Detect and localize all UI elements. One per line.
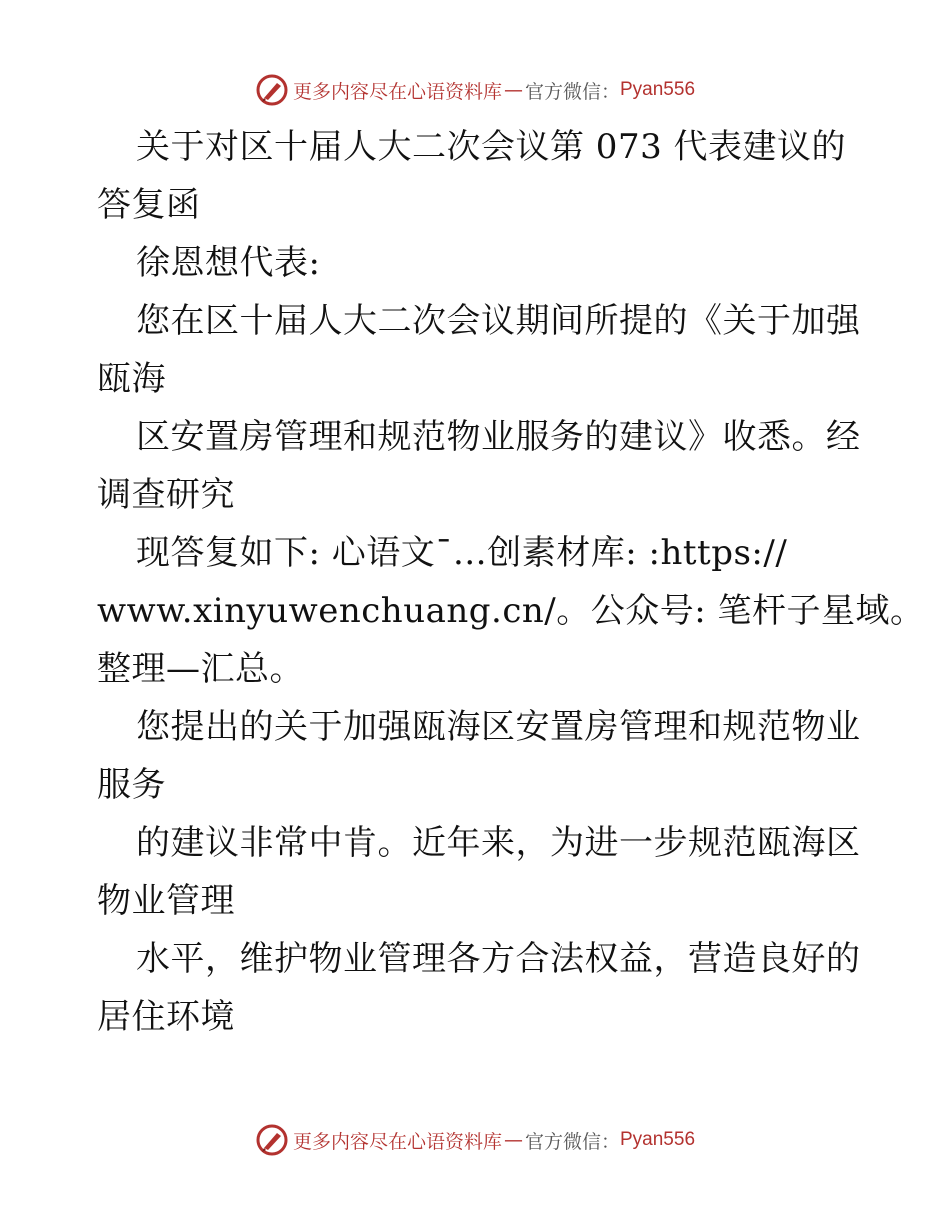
paragraph-line: 居住环境 bbox=[97, 997, 235, 1037]
banner-main-text: 更多内容尽在心语资料库 bbox=[292, 1130, 502, 1153]
footer-banner bbox=[0, 1120, 950, 1160]
banner-dash: — bbox=[503, 1129, 523, 1151]
doc-title-line-2: 答复函 bbox=[97, 185, 201, 225]
paragraph-line: 物业管理 bbox=[97, 881, 235, 921]
paragraph-line: 区安置房管理和规范物业服务的建议》收悉。经 bbox=[136, 417, 861, 457]
paragraph-line: www.xinyuwenchuang.cn/。公众号: 笔杆子星域。 bbox=[97, 591, 925, 631]
banner-main-text: 更多内容尽在心语资料库 bbox=[292, 80, 502, 103]
paragraph-line: 您提出的关于加强瓯海区安置房管理和规范物业 bbox=[136, 707, 861, 747]
salutation: 徐恩想代表: bbox=[136, 243, 321, 283]
paragraph-line: 您在区十届人大二次会议期间所提的《关于加强 bbox=[136, 301, 861, 341]
paragraph-line: 的建议非常中肯。近年来，为进一步规范瓯海区 bbox=[136, 823, 861, 863]
banner-wechat-label: 官方微信： bbox=[524, 80, 620, 103]
document-body bbox=[97, 118, 925, 1046]
paragraph-line: 整理—汇总。 bbox=[97, 649, 304, 689]
doc-title-line-1: 关于对区十届人大二次会议第 073 代表建议的 bbox=[136, 127, 847, 167]
pen-logo-icon bbox=[255, 73, 289, 107]
paragraph-line: 现答复如下: 心语文¯…创素材库: :https:// bbox=[136, 533, 788, 573]
banner-wechat-id: Pyan556 bbox=[620, 79, 696, 100]
paragraph-line: 调查研究 bbox=[97, 475, 235, 515]
banner-wechat-id: Pyan556 bbox=[620, 1129, 696, 1150]
banner-wechat-label: 官方微信： bbox=[524, 1130, 620, 1153]
header-banner bbox=[0, 70, 950, 110]
paragraph-line: 服务 bbox=[97, 765, 166, 805]
paragraph-line: 水平，维护物业管理各方合法权益，营造良好的 bbox=[136, 939, 861, 979]
banner-dash: — bbox=[503, 79, 523, 101]
paragraph-line: 瓯海 bbox=[97, 359, 166, 399]
pen-logo-icon bbox=[255, 1123, 289, 1157]
